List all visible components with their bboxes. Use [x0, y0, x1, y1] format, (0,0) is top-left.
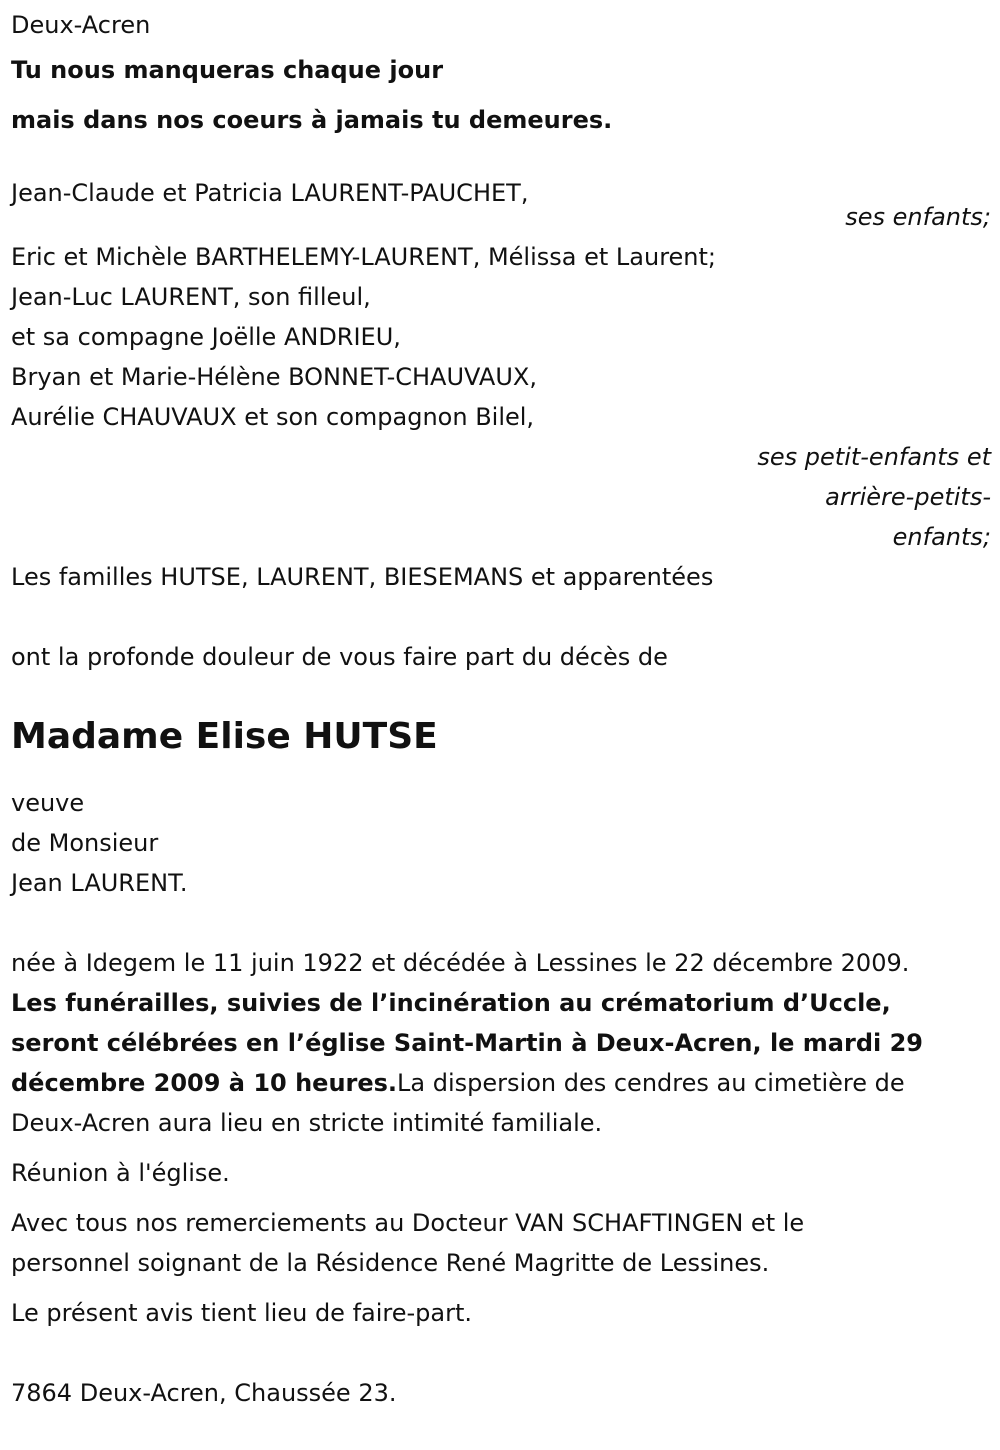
address-line: 7864 Deux-Acren, Chaussée 23. — [11, 1379, 397, 1407]
grandchild-line: et sa compagne Joëlle ANDRIEU, — [11, 323, 401, 351]
deceased-name: Madame Elise HUTSE — [11, 716, 438, 757]
funeral-paragraph — [11, 983, 976, 1143]
thanks-paragraph: Avec tous nos remerciements au Docteur VAN SCHAFTINGEN et le personnel soignant de la Résidence René Magritte de Lessines. — [11, 1209, 805, 1277]
grandchildren-role-line: enfants; — [892, 523, 991, 551]
notice-line: Le présent avis tient lieu de faire-part. — [11, 1299, 473, 1327]
grandchild-line: Jean-Luc LAURENT, son filleul, — [11, 283, 371, 311]
announcement-line: ont la profonde douleur de vous faire part du décès de — [11, 643, 668, 671]
location-header: Deux-Acren — [11, 11, 151, 39]
children-role: ses enfants; — [845, 203, 991, 231]
grandchild-line: Eric et Michèle BARTHELEMY-LAURENT, Mélissa et Laurent; — [11, 243, 717, 271]
grandchildren-role-line: arrière-petits- — [825, 483, 991, 511]
reunion-line: Réunion à l'église. — [11, 1159, 230, 1187]
widow-line: de Monsieur — [11, 829, 159, 857]
birth-death-line: née à Idegem le 11 juin 1922 et décédée à Lessines le 22 décembre 2009. — [11, 949, 910, 977]
widow-line: veuve — [11, 789, 85, 817]
obituary-notice — [11, 5, 991, 1413]
grandchild-line: Aurélie CHAUVAUX et son compagnon Bilel, — [11, 403, 535, 431]
families-line: Les familles HUTSE, LAURENT, BIESEMANS et apparentées — [11, 563, 714, 591]
funeral-details: Les funérailles, suivies de l’incinération au crématorium d’Uccle, seront célébrées en l’église Saint-Martin à Deux-Acren, le mardi 29 décembre 2009 à 10 heures. — [11, 989, 923, 1097]
children-names: Jean-Claude et Patricia LAURENT-PAUCHET, — [11, 179, 529, 207]
grandchild-line: Bryan et Marie-Hélène BONNET-CHAUVAUX, — [11, 363, 537, 391]
motto-line-1: Tu nous manqueras chaque jour — [11, 56, 444, 84]
grandchildren-role-line: ses petit-enfants et — [757, 443, 991, 471]
ashes-dispersion: La dispersion des cendres au cimetière de Deux-Acren aura lieu en stricte intimité familiale. — [11, 1069, 905, 1137]
widow-line: Jean LAURENT. — [11, 869, 188, 897]
motto-line-2: mais dans nos coeurs à jamais tu demeures. — [11, 106, 613, 134]
